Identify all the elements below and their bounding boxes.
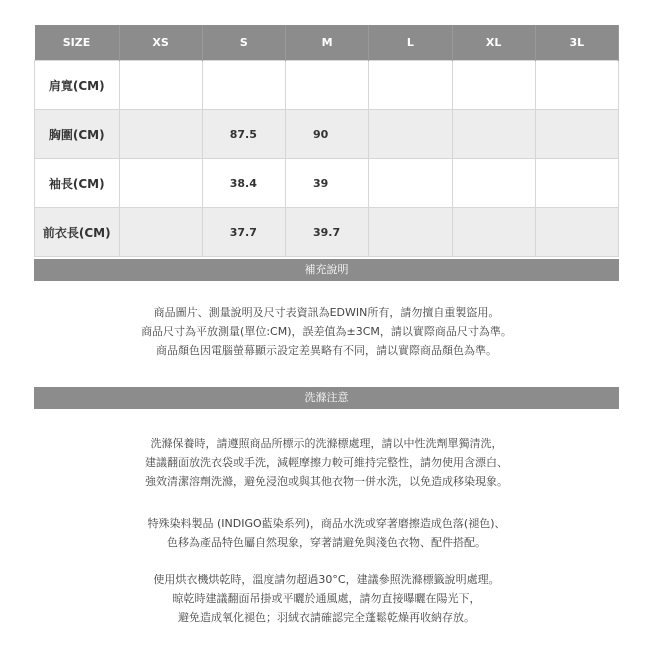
header-xl: XL [452, 25, 535, 61]
supplement-line: 商品顏色因電腦螢幕顯示設定差異略有不同，請以實際商品顏色為準。 [156, 344, 497, 357]
washing-line: 洗滌保養時，請遵照商品所標示的洗滌標處理，請以中性洗劑單獨清洗， [150, 437, 503, 450]
washing-title-bar: 洗滌注意 [34, 387, 619, 409]
washing-line: 強效清潔溶劑洗滌，避免浸泡或與其他衣物一併水洗，以免造成移染現象。 [145, 475, 508, 488]
table-row-chest [35, 110, 619, 159]
row-label: 前衣長(CM) [35, 208, 120, 257]
table-cell [119, 61, 202, 110]
washing-line: 晾乾時建議翻面吊掛或平曬於通風處，請勿直接曝曬在陽光下， [172, 592, 481, 605]
table-cell [452, 208, 535, 257]
header-3l: 3L [535, 25, 618, 61]
table-cell: 39.7 [286, 208, 369, 257]
table-cell [535, 208, 618, 257]
table-cell: 38.4 [202, 159, 285, 208]
table-cell [369, 61, 452, 110]
supplement-line: 商品圖片、測量說明及尺寸表資訊為EDWIN所有，請勿擅自重製盜用。 [153, 306, 500, 319]
table-cell [452, 110, 535, 159]
row-label: 肩寬(CM) [35, 61, 120, 110]
table-cell [286, 61, 369, 110]
table-cell [119, 110, 202, 159]
table-cell [452, 61, 535, 110]
table-cell [452, 159, 535, 208]
table-cell: 37.7 [202, 208, 285, 257]
washing-line: 使用烘衣機烘乾時，溫度請勿超過30°C，建議參照洗滌標籤說明處理。 [153, 573, 500, 586]
washing-paragraph-1 [34, 434, 619, 491]
washing-line: 特殊染料製品 (INDIGO藍染系列)，商品水洗或穿著磨擦造成色落(褪色)、 [147, 517, 506, 530]
header-m: M [286, 25, 369, 61]
header-s: S [202, 25, 285, 61]
row-label: 袖長(CM) [35, 159, 120, 208]
washing-paragraph-2 [34, 514, 619, 552]
table-cell [535, 61, 618, 110]
table-row-shoulder [35, 61, 619, 110]
table-cell [369, 208, 452, 257]
supplement-title-bar: 補充說明 [34, 259, 619, 281]
washing-line: 建議翻面放洗衣袋或手洗，減輕摩擦力較可維持完整性，請勿使用含漂白、 [145, 456, 508, 469]
supplement-line: 商品尺寸為平放測量(單位:CM)，誤差值為±3CM，請以實際商品尺寸為準。 [141, 325, 512, 338]
table-row-sleeve [35, 159, 619, 208]
size-header-row [35, 25, 619, 61]
washing-paragraph-3 [34, 570, 619, 627]
table-cell [202, 61, 285, 110]
table-cell [119, 208, 202, 257]
table-cell: 87.5 [202, 110, 285, 159]
supplement-text [34, 303, 619, 360]
table-row-front-length [35, 208, 619, 257]
table-cell [369, 159, 452, 208]
table-cell: 39 [286, 159, 369, 208]
table-cell: 90 [286, 110, 369, 159]
table-cell [535, 159, 618, 208]
washing-line: 避免造成氧化褪色；羽絨衣請確認完全蓬鬆乾燥再收納存放。 [178, 611, 475, 624]
row-label: 胸圍(CM) [35, 110, 120, 159]
header-l: L [369, 25, 452, 61]
table-cell [119, 159, 202, 208]
size-chart-table [34, 25, 619, 257]
header-size: SIZE [35, 25, 120, 61]
washing-line: 色移為產品特色屬自然現象，穿著請避免與淺色衣物、配件搭配。 [167, 536, 486, 549]
table-cell [535, 110, 618, 159]
header-xs: XS [119, 25, 202, 61]
table-cell [369, 110, 452, 159]
